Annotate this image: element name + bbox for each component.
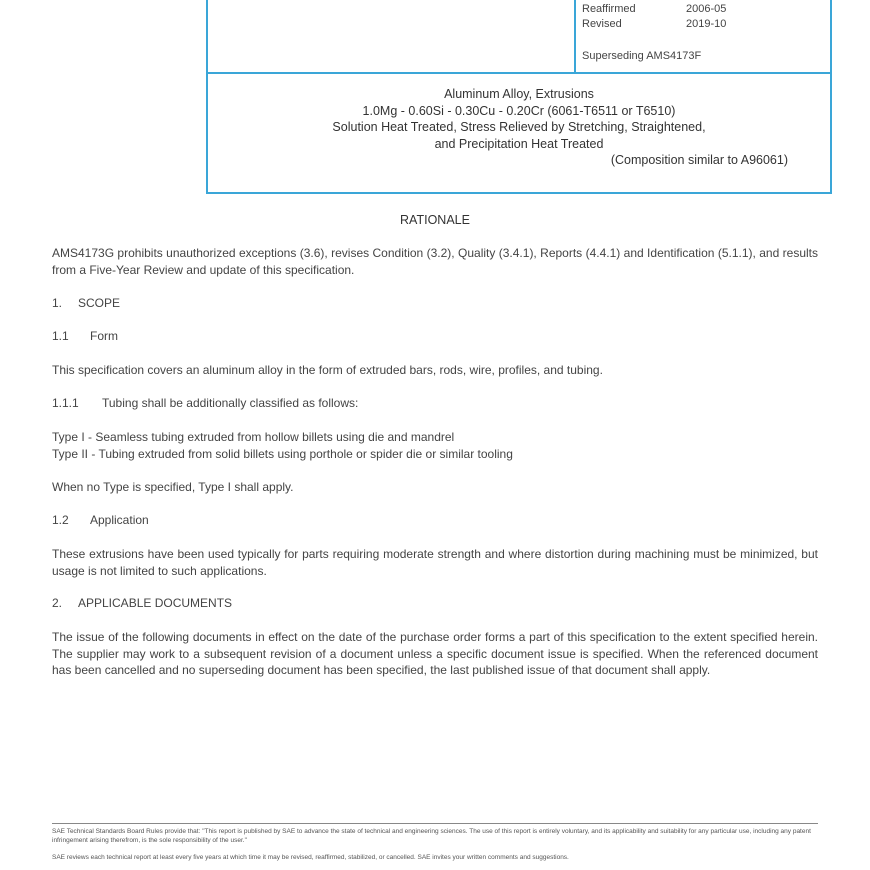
section-2-text: The issue of the following documents in effect on the date of the purchase order forms a part of this specification to the extent specified herein. The supplier may work to a subsequent revision of a document unless a specific document issue is specified. When the referenced document has been cancelled and no superseding document has been specified, the last published issue of that document shall apply. bbox=[52, 630, 818, 677]
type-1-definition: Type I - Seamless tubing extruded from hollow billets using die and mandrel bbox=[52, 430, 455, 444]
title-line: Aluminum Alloy, Extrusions bbox=[444, 87, 594, 101]
section-1-1-text: This specification covers an aluminum alloy in the form of extruded bars, rods, wire, profiles, and tubing. bbox=[52, 363, 603, 377]
section-title: SCOPE bbox=[78, 296, 121, 310]
type-default-note: When no Type is specified, Type I shall apply. bbox=[52, 480, 294, 494]
superseding-note: Superseding AMS4173F bbox=[582, 50, 702, 62]
section-number: 1.1.1 bbox=[52, 396, 79, 410]
header-vertical-divider bbox=[574, 0, 576, 72]
document-title bbox=[208, 86, 830, 169]
date-label: Revised bbox=[582, 18, 622, 30]
footer-notice-2: SAE reviews each technical report at least every five years at which time it may be revised, reaffirmed, stabilized, or cancelled. SAE invites your written comments and suggestions. bbox=[52, 854, 569, 861]
section-number: 1.2 bbox=[52, 513, 69, 527]
section-number: 2. bbox=[52, 596, 63, 610]
date-row-revised bbox=[582, 17, 726, 32]
header-horizontal-divider bbox=[208, 72, 830, 74]
date-value: 2019-10 bbox=[686, 18, 727, 30]
document-header-box bbox=[206, 0, 832, 194]
date-row-reaffirmed bbox=[582, 2, 726, 17]
footer-rule bbox=[52, 823, 818, 824]
date-value: 2006-05 bbox=[686, 3, 727, 15]
section-number: 1.1 bbox=[52, 329, 69, 343]
rationale-text: AMS4173G prohibits unauthorized exceptions (3.6), revises Condition (3.2), Quality (3.4.1), Reports (4.4.1) and Identification (5.1.1), and results from a Five-Year Review and update of this specification. bbox=[52, 246, 818, 277]
section-1-1-1-heading bbox=[52, 396, 358, 410]
composition-note: (Composition similar to A96061) bbox=[610, 153, 788, 167]
rationale-heading: RATIONALE bbox=[400, 213, 470, 227]
date-label: Reaffirmed bbox=[582, 3, 636, 15]
section-title: Tubing shall be additionally classified as follows: bbox=[102, 396, 359, 410]
section-1-1-heading bbox=[52, 329, 118, 343]
section-1-heading bbox=[52, 296, 120, 310]
section-title: Application bbox=[90, 513, 149, 527]
revision-dates bbox=[582, 2, 726, 32]
section-title: Form bbox=[90, 329, 118, 343]
section-1-2-heading bbox=[52, 513, 149, 527]
title-line: 1.0Mg - 0.60Si - 0.30Cu - 0.20Cr (6061-T6511 or T6510) bbox=[362, 103, 676, 118]
title-line: Solution Heat Treated, Stress Relieved by Stretching, Straightened, bbox=[332, 120, 706, 134]
title-line: and Precipitation Heat Treated bbox=[434, 136, 604, 151]
type-2-definition: Type II - Tubing extruded from solid billets using porthole or spider die or similar tooling bbox=[52, 447, 513, 461]
section-2-heading bbox=[52, 596, 232, 610]
footer-notice-1: SAE Technical Standards Board Rules provide that: "This report is published by SAE to advance the state of technical and engineering sciences. The use of this report is entirely voluntary, and its applicability and suitability for any particular use, including any patent infringement arising therefrom, is the sole responsibility of the user." bbox=[52, 828, 811, 844]
section-number: 1. bbox=[52, 296, 63, 310]
section-title: APPLICABLE DOCUMENTS bbox=[78, 596, 233, 610]
section-1-2-text: These extrusions have been used typically for parts requiring moderate strength and where distortion during machining must be minimized, but usage is not limited to such applications. bbox=[52, 547, 818, 578]
